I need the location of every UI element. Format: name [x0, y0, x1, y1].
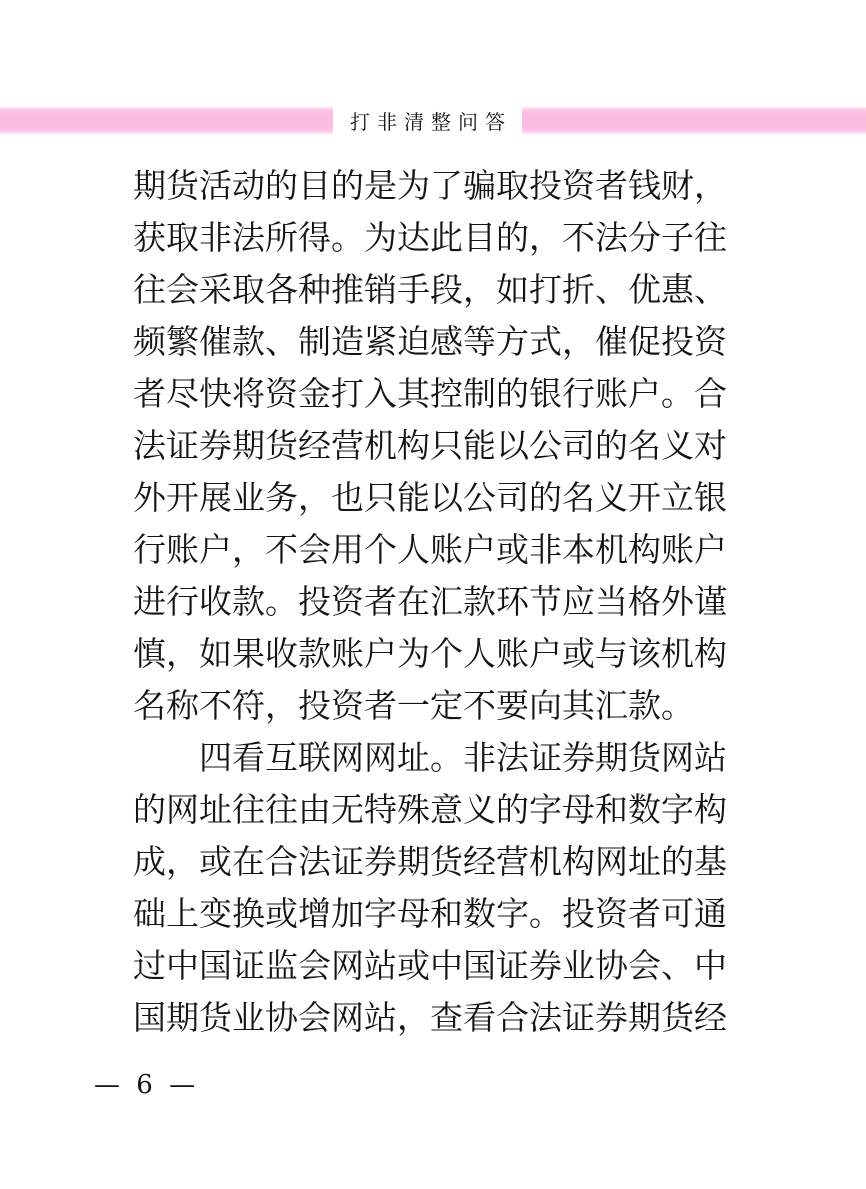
- header-band-right: [522, 107, 866, 134]
- text-line: 过中国证监会网站或中国证券业协会、中: [133, 946, 727, 985]
- text-line: 往会采取各种推销手段，如打折、优惠、: [133, 270, 727, 309]
- text-line: 期货活动的目的是为了骗取投资者钱财，: [133, 166, 727, 205]
- text-line: 者尽快将资金打入其控制的银行账户。合: [133, 374, 727, 413]
- text-line: 外开展业务，也只能以公司的名义开立银: [133, 478, 727, 517]
- page-header-title: 打非清整问答: [350, 110, 512, 134]
- text-line: 进行收款。投资者在汇款环节应当格外谨: [133, 582, 727, 621]
- text-line: 的网址往往由无特殊意义的字母和数字构: [133, 790, 727, 829]
- text-line: 四看互联网网址。非法证券期货网站: [199, 738, 727, 777]
- text-line: 国期货业协会网站，查看合法证券期货经: [133, 998, 727, 1037]
- text-line: 慎，如果收款账户为个人账户或与该机构: [133, 634, 727, 673]
- text-line: 名称不符，投资者一定不要向其汇款。: [133, 686, 694, 725]
- text-line: 行账户，不会用个人账户或非本机构账户: [133, 530, 727, 569]
- page-number: — 6 —: [94, 1070, 200, 1100]
- text-line: 法证券期货经营机构只能以公司的名义对: [133, 426, 727, 465]
- text-line: 获取非法所得。为达此目的，不法分子往: [133, 218, 727, 257]
- header-title-gap: [333, 107, 522, 134]
- text-line: 础上变换或增加字母和数字。投资者可通: [133, 894, 727, 933]
- body-text: [133, 160, 727, 1044]
- header-band: [0, 107, 866, 134]
- text-line: 频繁催款、制造紧迫感等方式，催促投资: [133, 322, 727, 361]
- header-band-left: [0, 107, 333, 134]
- text-line: 成，或在合法证券期货经营机构网址的基: [133, 842, 727, 881]
